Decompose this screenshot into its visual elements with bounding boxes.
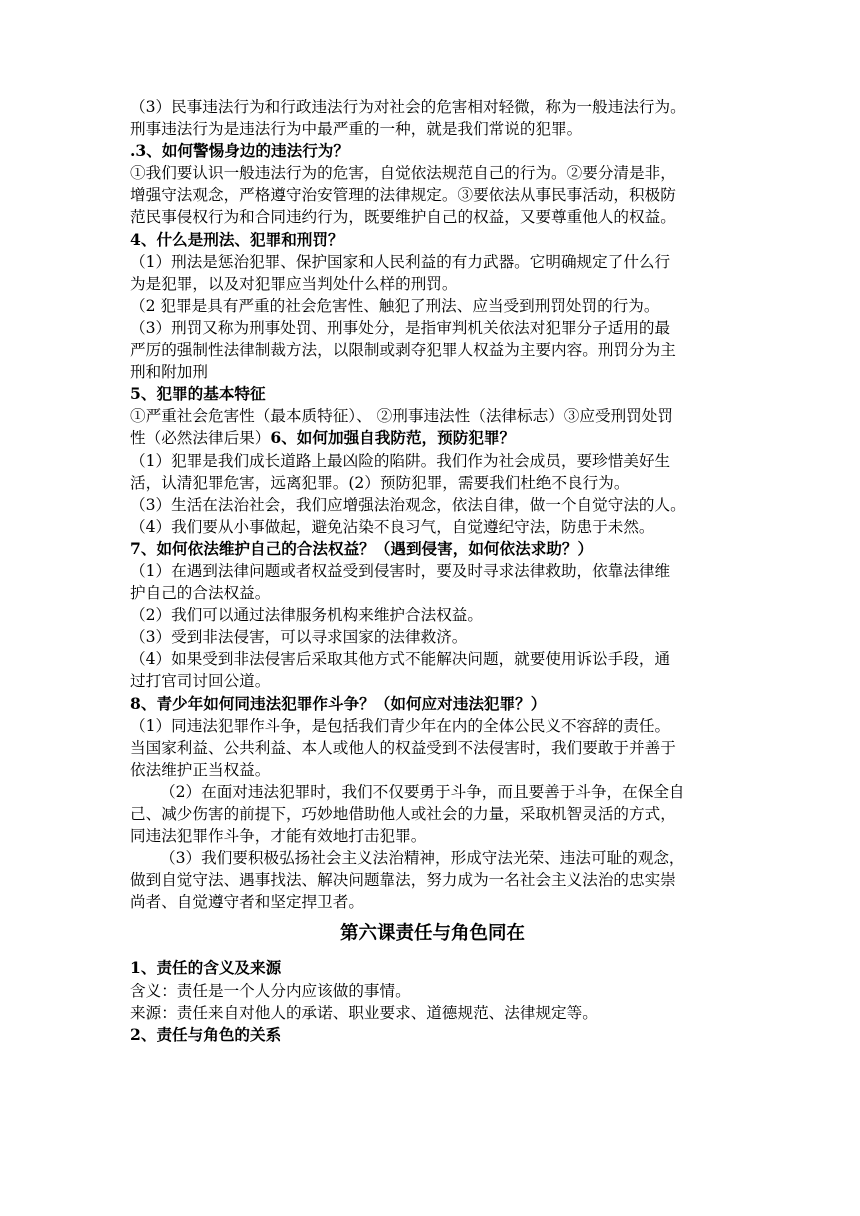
paragraph-line: 做到自觉守法、遇事找法、解决问题靠法，努力成为一名社会主义法治的忠实崇 bbox=[130, 871, 676, 890]
paragraph-line: （4）如果受到非法侵害后采取其他方式不能解决问题，就要使用诉讼手段，通 bbox=[130, 650, 671, 669]
paragraph-line: ①严重社会危害性（最本质特征）、 ②刑事违法性（法律标志）③应受刑罚处罚 bbox=[130, 407, 673, 426]
paragraph-line: 尚者、自觉遵守者和坚定捍卫者。 bbox=[130, 893, 364, 912]
paragraph-line: （3）生活在法治社会，我们应增强法治观念，依法自律，做一个自觉守法的人。 bbox=[130, 495, 686, 514]
paragraph-line: 严厉的强制性法律制裁方法，以限制或剥夺犯罪人权益为主要内容。刑罚分为主 bbox=[130, 341, 676, 360]
paragraph-line: （2 犯罪是具有严重的社会危害性、触犯了刑法、应当受到刑罚处罚的行为。 bbox=[130, 296, 660, 315]
paragraph-line: （1）同违法犯罪作斗争，是包括我们青少年在内的全体公民义不容辞的责任。 bbox=[130, 716, 671, 735]
paragraph-line: （1）刑法是惩治犯罪、保护国家和人民利益的有力武器。它明确规定了什么行 bbox=[130, 252, 671, 271]
paragraph-line: （4）我们要从小事做起，避免沾染不良习气，自觉遵纪守法，防患于未然。 bbox=[130, 517, 655, 536]
paragraph-line: ①我们要认识一般违法行为的危害，自觉依法规范自己的行为。②要分清是非， bbox=[130, 164, 676, 183]
paragraph-line: （1）在遇到法律问题或者权益受到侵害时，要及时寻求法律救助，依靠法律维 bbox=[130, 561, 671, 580]
document-page bbox=[130, 96, 735, 1046]
question-heading: 8、青少年如何同违法犯罪作斗争？（如何应对违法犯罪？） bbox=[130, 693, 547, 713]
question-heading: 1、责任的含义及来源 bbox=[130, 958, 282, 978]
paragraph-line: （1）犯罪是我们成长道路上最凶险的陷阱。我们作为社会成员，要珍惜美好生 bbox=[130, 451, 671, 470]
question-heading: 4、什么是刑法、犯罪和刑罚？ bbox=[130, 229, 344, 249]
paragraph-line: 刑和附加刑 bbox=[130, 363, 208, 382]
paragraph-line: （2）我们可以通过法律服务机构来维护合法权益。 bbox=[130, 606, 483, 625]
paragraph-line: 己、减少伤害的前提下，巧妙地借助他人或社会的力量，采取机智灵活的方式， bbox=[130, 805, 676, 823]
paragraph-line: 过打官司讨回公道。 bbox=[130, 672, 271, 691]
body-text: 性（必然法律后果） bbox=[130, 429, 271, 448]
content-block bbox=[130, 96, 735, 913]
paragraph-line: 范民事侵权行为和合同违约行为，既要维护自己的权益，又要尊重他人的权益。 bbox=[130, 208, 676, 227]
paragraph-line: 含义：责任是一个人分内应该做的事情。 bbox=[130, 981, 411, 1000]
paragraph-line: 当国家利益、公共利益、本人或他人的权益受到不法侵害时，我们要敢于并善于 bbox=[130, 738, 676, 757]
paragraph-line: （3）受到非法侵害，可以寻求国家的法律救济。 bbox=[130, 628, 468, 647]
question-heading: 2、责任与角色的关系 bbox=[130, 1024, 282, 1044]
paragraph-line: （2）在面对违法犯罪时，我们不仅要勇于斗争，而且要善于斗争，在保全自 bbox=[160, 782, 685, 801]
paragraph-line: 活，认清犯罪危害，远离犯罪。(2）预防犯罪，需要我们杜绝不良行为。 bbox=[130, 473, 630, 492]
paragraph-line: 为是犯罪，以及对犯罪应当判处什么样的刑罚。 bbox=[130, 274, 458, 293]
paragraph-line: 同违法犯罪作斗争，才能有效地打击犯罪。 bbox=[130, 827, 427, 846]
paragraph-line bbox=[130, 427, 735, 449]
paragraph-line: （3）民事违法行为和行政违法行为对社会的危害相对轻微，称为一般违法行为。 bbox=[130, 98, 686, 116]
paragraph-line: 增强守法观念，严格遵守治安管理的法律规定。③要依法从事民事活动，积极防 bbox=[130, 186, 676, 205]
paragraph-line: 来源：责任来自对他人的承诺、职业要求、道德规范、法律规定等。 bbox=[130, 1003, 598, 1022]
paragraph-line: （3）刑罚又称为刑事处罚、刑事处分，是指审判机关依法对犯罪分子适用的最 bbox=[130, 318, 671, 337]
paragraph-line: 刑事违法行为是违法行为中最严重的一种，就是我们常说的犯罪。 bbox=[130, 120, 583, 139]
heading-text: 6、如何加强自我防范，预防犯罪？ bbox=[270, 428, 516, 448]
paragraph-line: （3）我们要积极弘扬社会主义法治精神，形成守法光荣、违法可耻的观念， bbox=[160, 849, 685, 868]
question-heading: .3、如何警惕身边的违法行为？ bbox=[130, 141, 349, 161]
question-heading: 5、犯罪的基本特征 bbox=[130, 384, 266, 404]
paragraph-line: 护自己的合法权益。 bbox=[130, 584, 271, 603]
question-heading: 7、如何依法维护自己的合法权益？（遇到侵害，如何依法求助？） bbox=[130, 538, 594, 558]
section-title: 第六课责任与角色同在 bbox=[339, 923, 525, 945]
paragraph-line: 依法维护正当权益。 bbox=[130, 760, 271, 779]
content-block bbox=[130, 957, 735, 1045]
